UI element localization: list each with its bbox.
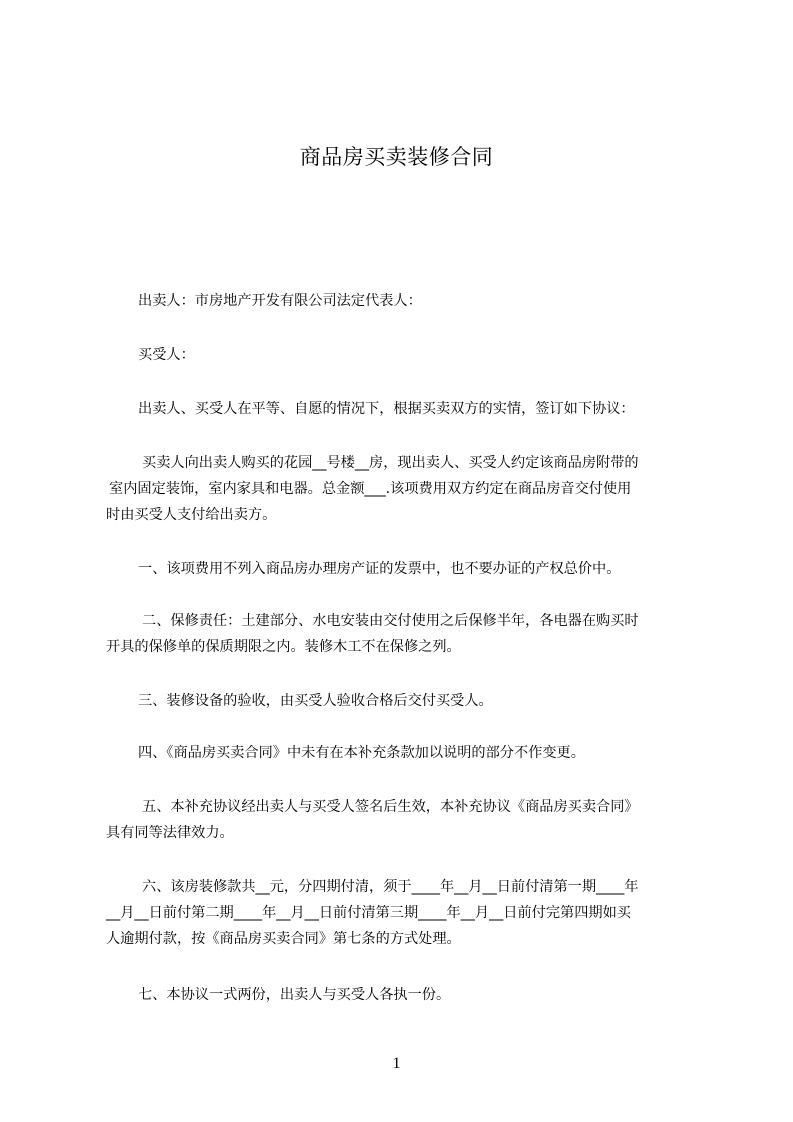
clause-1-paragraph <box>106 556 702 582</box>
document-title: 商品房买卖装修合同 <box>299 145 494 169</box>
paragraph-line: 五、本补充协议经出卖人与买受人签名后生效，本补充协议《商品房买卖合同》 <box>142 799 639 815</box>
paragraph-line: 出卖人、买受人在平等、自愿的情况下，根据买卖双方的实情，签订如下协议： <box>138 401 635 417</box>
paragraph-line: 室内固定装饰，室内家具和电器。总金额___.该项费用双方约定在商品房音交付使用 <box>109 481 632 497</box>
paragraph-line: 出卖人：市房地产开发有限公司法定代表人： <box>138 293 422 309</box>
purchase-description-paragraph <box>106 450 702 528</box>
paragraph-line: 人逾期付款，按《商品房买卖合同》第七条的方式处理。 <box>106 931 461 947</box>
clause-2-paragraph <box>106 608 702 660</box>
paragraph-line: 开具的保修单的保质期限之内。装修木工不在保修之列。 <box>106 639 461 655</box>
paragraph-line: 四、《商品房买卖合同》中未有在本补充条款加以说明的部分不作变更。 <box>138 745 585 761</box>
paragraph-line: 一、该项费用不列入商品房办理房产证的发票中，也不要办证的产权总价中。 <box>138 561 621 577</box>
seller-paragraph <box>106 288 702 314</box>
buyer-paragraph <box>106 342 702 368</box>
page-number: 1 <box>392 1055 401 1072</box>
agreement-intro-paragraph <box>106 396 702 422</box>
paragraph-line: 三、装修设备的验收，由买受人验收合格后交付买受人。 <box>138 693 493 709</box>
paragraph-line: 时由买受人支付给出卖方。 <box>106 507 277 523</box>
clause-5-paragraph <box>106 794 702 846</box>
clause-3-paragraph <box>106 688 702 714</box>
paragraph-line: 七、本协议一式两份，出卖人与买受人各执一份。 <box>138 987 451 1003</box>
paragraph-line: 买卖人向出卖人购买的花园__号楼__房，现出卖人、买受人约定该商品房附带的 <box>142 455 639 471</box>
paragraph-line: __月__日前付第二期____年__月__日前付清第三期____年__月__日前付完第四期如买 <box>106 905 631 921</box>
paragraph-line: 六、该房装修款共__元，分四期付清，须于____年__月__日前付清第一期____年 <box>142 879 639 895</box>
clause-6-paragraph <box>106 874 702 952</box>
paragraph-line: 买受人： <box>138 347 195 363</box>
clause-7-paragraph <box>106 982 702 1008</box>
paragraph-line: 二、保修责任：土建部分、水电安装由交付使用之后保修半年，各电器在购买时 <box>142 613 639 629</box>
paragraph-line: 具有同等法律效力。 <box>106 825 234 841</box>
clause-4-paragraph <box>106 740 702 766</box>
